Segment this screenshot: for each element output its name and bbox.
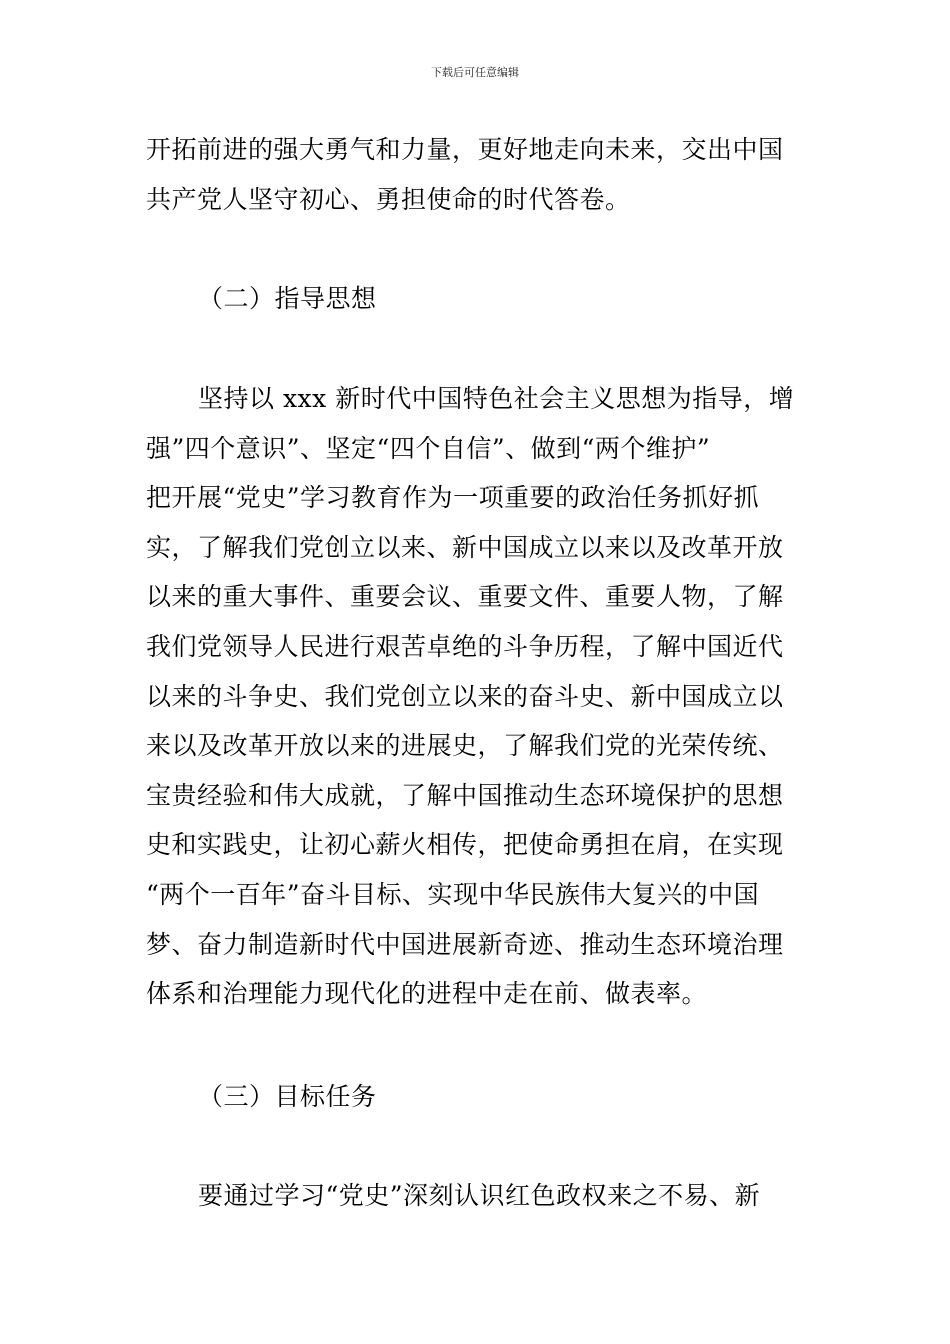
text-line: 开拓前进的强大勇气和力量，更好地走向未来，交出中国 xyxy=(146,135,784,164)
text-line: 要通过学习“党史”深刻认识红色政权来之不易、新 xyxy=(198,1181,761,1210)
text-line: 坚持以 xxx 新时代中国特色社会主义思想为指导，增 xyxy=(198,384,795,413)
text-line: 以来的斗争史、我们党创立以来的奋斗史、新中国成立以 xyxy=(146,681,784,711)
text-line: 强”四个意识”、坚定“四个自信”、做到“两个维护” xyxy=(146,433,711,463)
paragraph-continuation xyxy=(146,125,806,224)
text-line: 实，了解我们党创立以来、新中国成立以来以及改革开放 xyxy=(146,532,784,562)
text-line: 史和实践史，让初心薪火相传，把使命勇担在肩，在实现 xyxy=(146,830,784,860)
section-heading-objectives: （三）目标任务 xyxy=(198,1082,377,1111)
paragraph-guiding-thought xyxy=(146,374,806,1019)
text-line: “两个一百年”奋斗目标、实现中华民族伟大复兴的中国 xyxy=(146,879,760,909)
section-heading-guiding-thought: （二）指导思想 xyxy=(198,284,377,313)
paragraph-objectives xyxy=(146,1171,806,1221)
page-header: 下载后可任意编辑 xyxy=(431,66,519,79)
text-line: 梦、奋力制造新时代中国进展新奇迹、推动生态环境治理 xyxy=(146,929,784,959)
text-line: 以来的重大事件、重要会议、重要文件、重要人物，了解 xyxy=(146,582,784,612)
text-line: 共产党人坚守初心、勇担使命的时代答卷。 xyxy=(146,184,631,214)
text-line: 体系和治理能力现代化的进程中走在前、做表率。 xyxy=(146,979,708,1009)
text-line: 把开展“党史”学习教育作为一项重要的政治任务抓好抓 xyxy=(146,483,760,513)
text-line: 宝贵经验和伟大成就，了解中国推动生态环境保护的思想 xyxy=(146,780,784,810)
text-line: 来以及改革开放以来的进展史，了解我们党的光荣传统、 xyxy=(146,731,784,761)
text-line: 我们党领导人民进行艰苦卓绝的斗争历程，了解中国近代 xyxy=(146,631,784,661)
